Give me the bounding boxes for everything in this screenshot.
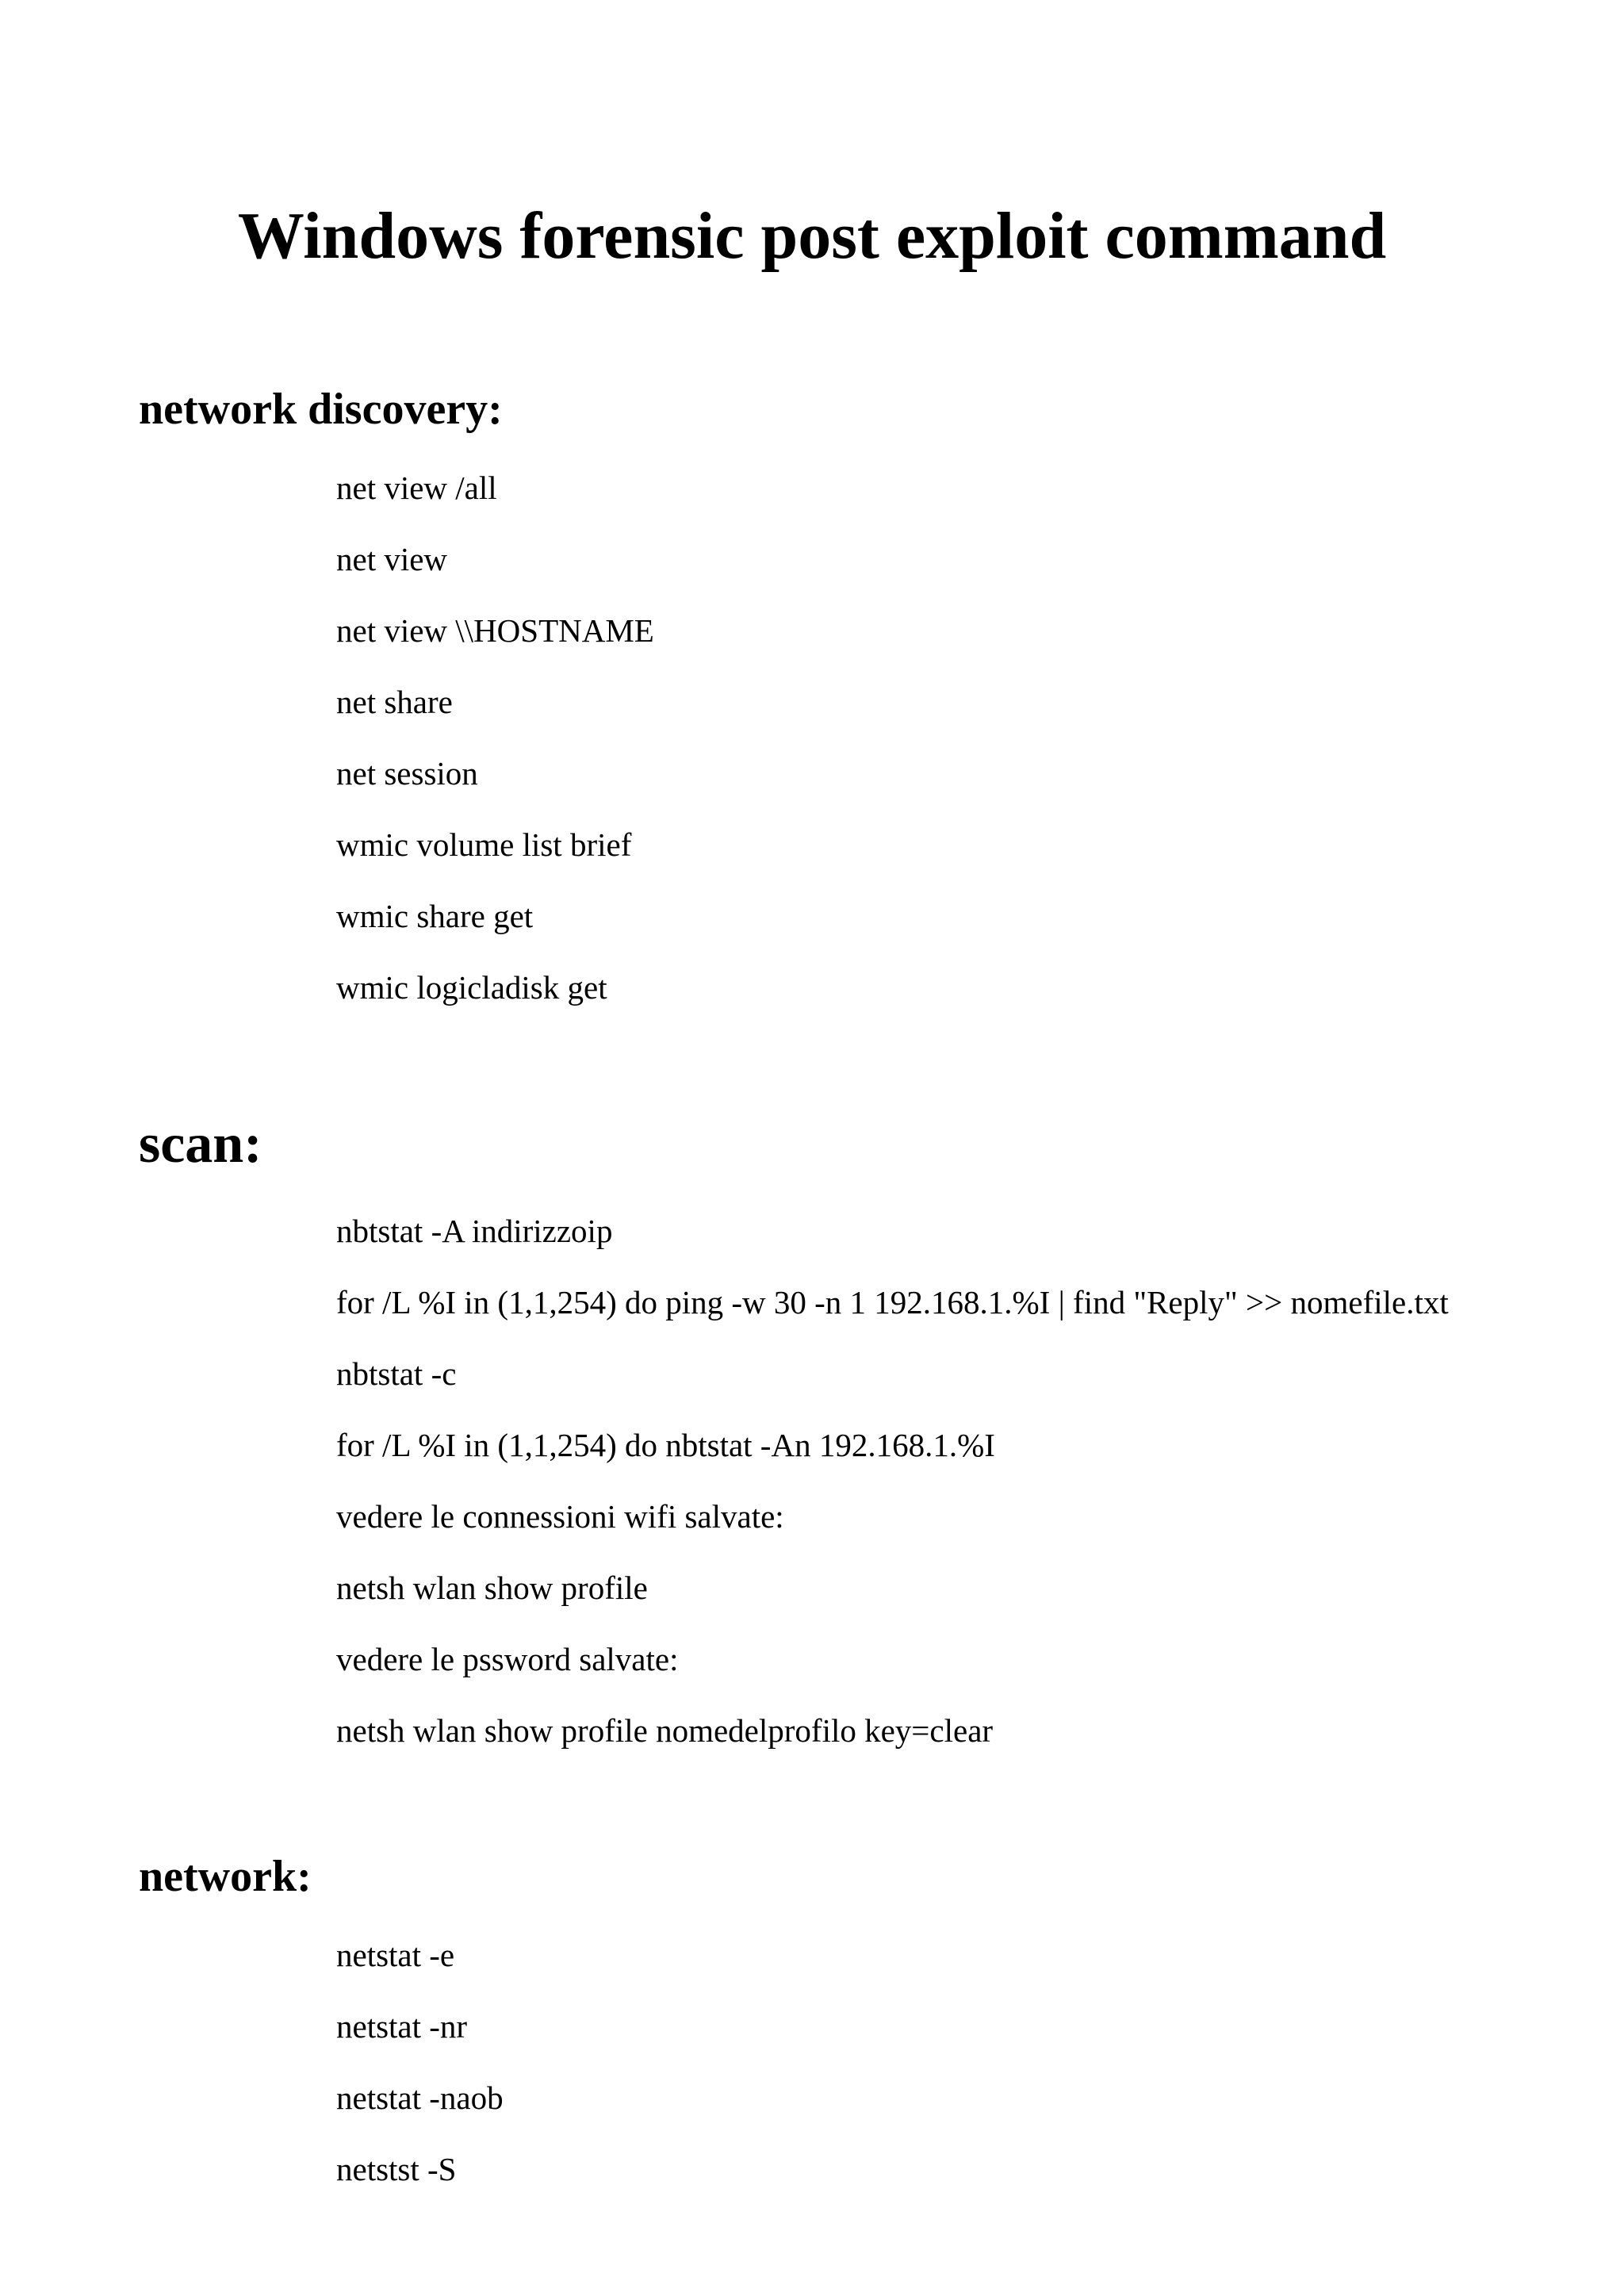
command-list-network bbox=[336, 1935, 504, 2221]
command-item: netstat -nr bbox=[336, 2008, 468, 2045]
command-item: for /L %I in (1,1,254) do nbtstat -An 192.168.1.%I bbox=[336, 1427, 995, 1463]
command-item: netstat -naob bbox=[336, 2079, 504, 2116]
command-item: netsh wlan show profile bbox=[336, 1570, 648, 1606]
section-heading-scan: scan: bbox=[139, 1114, 262, 1175]
command-item: vedere le connessioni wifi salvate: bbox=[336, 1498, 784, 1535]
command-item: net share bbox=[336, 684, 453, 720]
command-item: net view \\HOSTNAME bbox=[336, 612, 654, 649]
command-item: for /L %I in (1,1,254) do ping -w 30 -n 1 192.168.1.%I | find "Reply" >> nomefile.txt bbox=[336, 1284, 1449, 1320]
command-item: net view bbox=[336, 541, 448, 577]
command-item: netsh wlan show profile nomedelprofilo key=clear bbox=[336, 1712, 994, 1749]
command-item: nbtstat -A indirizzoip bbox=[336, 1213, 613, 1249]
command-item: netstst -S bbox=[336, 2151, 457, 2187]
command-item: wmic volume list brief bbox=[336, 826, 632, 863]
command-item: net session bbox=[336, 755, 478, 792]
command-list-scan bbox=[336, 1211, 1449, 1782]
command-item: wmic logicladisk get bbox=[336, 969, 607, 1006]
command-item: net view /all bbox=[336, 470, 497, 506]
command-list-network-discovery bbox=[336, 468, 654, 1039]
page-title: Windows forensic post exploit command bbox=[237, 199, 1387, 273]
command-item: nbtstat -c bbox=[336, 1355, 457, 1392]
command-item: vedere le pssword salvate: bbox=[336, 1641, 679, 1677]
section-heading-network-discovery: network discovery: bbox=[139, 385, 503, 434]
command-item: netstat -e bbox=[336, 1937, 455, 1973]
section-heading-network: network: bbox=[139, 1852, 312, 1901]
command-item: wmic share get bbox=[336, 898, 534, 934]
